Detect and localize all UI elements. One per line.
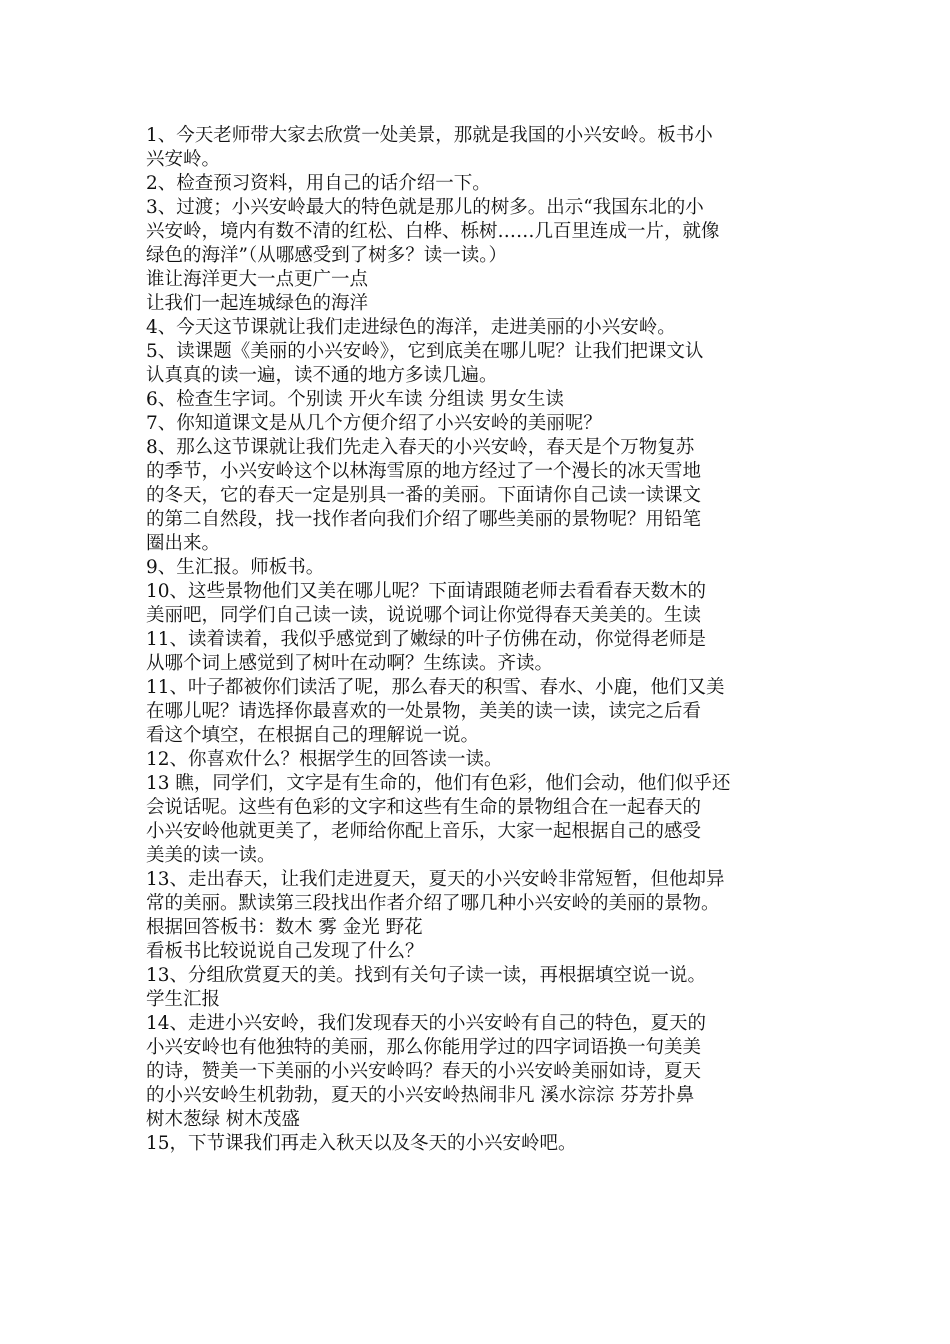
text-line: 美丽吧，同学们自己读一读，说说哪个词让你觉得春天美美的。生读 [146,605,702,626]
text-line: 7、你知道课文是从几个方便介绍了小兴安岭的美丽呢？ [146,413,602,434]
text-line: 1、今天老师带大家去欣赏一处美景，那就是我国的小兴安岭。板书小 [146,125,713,146]
text-line: 从哪个词上感觉到了树叶在动啊？生练读。齐读。 [146,653,554,674]
text-line: 看板书比较说说自己发现了什么？ [146,941,424,962]
text-line: 学生汇报 [146,989,221,1010]
text-line: 圈出来。 [146,533,221,554]
text-line: 看这个填空，在根据自己的理解说一说。 [146,725,480,746]
text-line: 12、你喜欢什么？根据学生的回答读一读。 [146,749,503,770]
text-line: 常的美丽。默读第三段找出作者介绍了哪几种小兴安岭的美丽的景物。 [146,893,720,914]
text-line: 谁让海洋更大一点更广一点 [146,269,369,290]
text-line: 美美的读一读。 [146,845,276,866]
text-line: 10、这些景物他们又美在哪儿呢？下面请跟随老师去看看春天数木的 [146,581,707,602]
text-line: 的季节，小兴安岭这个以林海雪原的地方经过了一个漫长的冰天雪地 [146,461,702,482]
text-line: 的诗，赞美一下美丽的小兴安岭吗？春天的小兴安岭美丽如诗，夏天 [146,1061,702,1082]
text-line: 14、走进小兴安岭，我们发现春天的小兴安岭有自己的特色，夏天的 [146,1013,707,1034]
text-line: 让我们一起连城绿色的海洋 [146,293,369,314]
text-line: 6、检查生字词。个别读 开火车读 分组读 男女生读 [146,389,564,410]
text-line: 5、读课题《美丽的小兴安岭》，它到底美在哪儿呢？让我们把课文认 [146,341,704,362]
text-line: 13 瞧，同学们，文字是有生命的，他们有色彩，他们会动，他们似乎还 [146,773,731,794]
text-line: 13、分组欣赏夏天的美。找到有关句子读一读，再根据填空说一说。 [146,965,707,986]
text-line: 根据回答板书：数木 雾 金光 野花 [146,917,423,938]
document-body [146,124,826,1156]
text-line: 9、生汇报。师板书。 [146,557,325,578]
text-line: 15，下节课我们再走入秋天以及冬天的小兴安岭吧。 [146,1133,577,1154]
text-line: 的小兴安岭生机勃勃，夏天的小兴安岭热闹非凡 溪水淙淙 芬芳扑鼻 [146,1085,695,1106]
text-line: 的第二自然段，找一找作者向我们介绍了哪些美丽的景物呢？用铅笔 [146,509,702,530]
text-line: 兴安岭。 [146,149,221,170]
text-line: 小兴安岭他就更美了，老师给你配上音乐，大家一起根据自己的感受 [146,821,702,842]
text-line: 兴安岭，境内有数不清的红松、白桦、栎树……几百里连成一片，就像 [146,221,720,242]
text-line: 2、检查预习资料，用自己的话介绍一下。 [146,173,491,194]
text-line: 树木葱绿 树木茂盛 [146,1109,300,1130]
text-line: 认真真的读一遍，读不通的地方多读几遍。 [146,365,498,386]
text-line: 3、过渡；小兴安岭最大的特色就是那儿的树多。出示“我国东北的小 [146,197,704,218]
text-line: 8、那么这节课就让我们先走入春天的小兴安岭，春天是个万物复苏 [146,437,695,458]
text-line: 11、读着读着，我似乎感觉到了嫩绿的叶子仿佛在动，你觉得老师是 [146,629,707,650]
text-line: 会说话呢。这些有色彩的文字和这些有生命的景物组合在一起春天的 [146,797,702,818]
text-line: 在哪儿呢？请选择你最喜欢的一处景物，美美的读一读，读完之后看 [146,701,702,722]
text-line: 的冬天，它的春天一定是别具一番的美丽。下面请你自己读一读课文 [146,485,702,506]
text-line: 13、走出春天，让我们走进夏天，夏天的小兴安岭非常短暂，但他却异 [146,869,725,890]
text-line: 小兴安岭也有他独特的美丽，那么你能用学过的四字词语换一句美美 [146,1037,702,1058]
text-line: 绿色的海洋”（从哪感受到了树多？读一读。） [146,245,507,266]
text-line: 4、今天这节课就让我们走进绿色的海洋，走进美丽的小兴安岭。 [146,317,676,338]
text-line: 11、叶子都被你们读活了呢，那么春天的积雪、春水、小鹿，他们又美 [146,677,725,698]
